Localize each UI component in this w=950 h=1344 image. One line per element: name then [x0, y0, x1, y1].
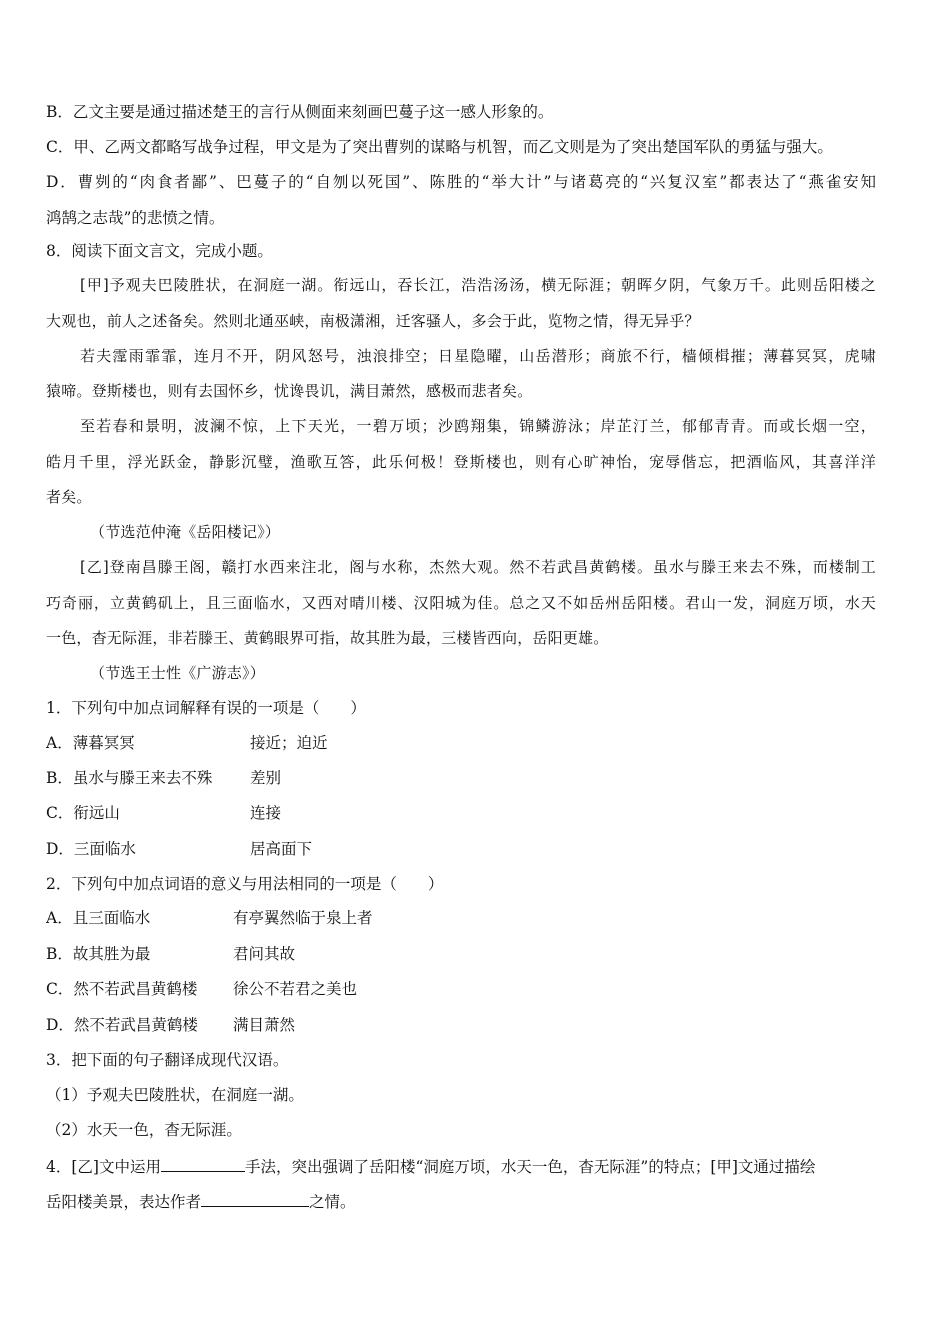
sub1-option-d: D．三面临水	[46, 840, 136, 858]
prev-option-c: C．甲、乙两文都略写战争过程，甲文是为了突出曹刿的谋略与机智，而乙文则是为了突出楚国军队的勇猛与强大。	[46, 138, 833, 156]
jia-p3-line1: 至若春和景明，波澜不惊，上下天光，一碧万顷；沙鸥翔集，锦鳞游泳；岸芷汀兰，郁郁青青。而或长烟一空，	[80, 417, 876, 435]
sub4-blank-emotion[interactable]	[201, 1190, 309, 1207]
q8-intro: 8．阅读下面文言文，完成小题。	[46, 242, 273, 260]
sub1-option-b: B．虽水与滕王来去不殊	[46, 769, 213, 787]
sub3-item2: （2）水天一色，杳无际涯。	[46, 1121, 242, 1139]
sub1-option-a: A．薄暮冥冥	[46, 734, 135, 752]
sub1-option-c-answer: 连接	[250, 804, 282, 822]
yi-line1: [乙]登南昌滕王阁，赣打水西来注北，阁与水称，杰然大观。然不若武昌黄鹤楼。虽水与滕王来去不殊，而楼制工	[80, 558, 876, 576]
prev-option-d-line1: D．曹刿的“肉食者鄙”、巴蔓子的“自刎以死国”、陈胜的“举大计”与诸葛亮的“兴复汉室”都表达了“燕雀安知	[46, 173, 876, 191]
sub2-option-d: D．然不若武昌黄鹤楼	[46, 1016, 198, 1034]
jia-p2-line2: 猿啼。登斯楼也，则有去国怀乡，忧谗畏讥，满目萧然，感极而悲者矣。	[46, 382, 533, 400]
sub1-option-d-answer: 居高面下	[250, 840, 313, 858]
sub4-line1-lead: 4．[乙]文中运用	[46, 1158, 161, 1176]
sub2-option-c-answer: 徐公不若君之美也	[233, 980, 358, 998]
sub4-line1	[46, 1155, 815, 1177]
sub2-option-a: A．且三面临水	[46, 909, 151, 927]
yi-line2: 巧奇丽，立黄鹤矶上，且三面临水，又西对晴川楼、汉阳城为佳。总之又不如岳州岳阳楼。君山一发，洞庭万顷，水天	[46, 594, 876, 612]
jia-p2-line1: 若夫霪雨霏霏，连月不开，阴风怒号，浊浪排空；日星隐曜，山岳潜形；商旅不行，樯倾楫摧；薄暮冥冥，虎啸	[80, 347, 876, 365]
prev-option-b: B．乙文主要是通过描述楚王的言行从侧面来刻画巴蔓子这一感人形象的。	[46, 103, 554, 121]
sub1-stem: 1．下列句中加点词解释有误的一项是（ ）	[46, 699, 366, 717]
sub1-option-b-answer: 差别	[250, 769, 282, 787]
sub4-line1-tail: 手法，突出强调了岳阳楼“洞庭万顷，水天一色，杳无际涯”的特点；[甲]文通过描绘	[244, 1158, 816, 1176]
jia-p3-line2: 皓月千里，浮光跃金，静影沉璧，渔歌互答，此乐何极！登斯楼也，则有心旷神怡，宠辱偕忘，把酒临风，其喜洋洋	[46, 453, 876, 471]
sub4-line2-lead: 岳阳楼美景，表达作者	[46, 1193, 202, 1211]
jia-p3-line3: 者矣。	[46, 488, 92, 506]
yi-source: （节选王士性《广游志》）	[90, 664, 265, 682]
prev-option-d-line2: 鸿鹄之志哉”的悲愤之情。	[46, 209, 225, 227]
sub2-option-d-answer: 满目萧然	[233, 1016, 296, 1034]
sub2-option-b-answer: 君问其故	[233, 945, 296, 963]
sub2-option-a-answer: 有亭翼然临于泉上者	[233, 909, 373, 927]
sub2-stem: 2．下列句中加点词语的意义与用法相同的一项是（ ）	[46, 875, 444, 893]
jia-p1-line1: [甲]予观夫巴陵胜状，在洞庭一湖。衔远山，吞长江，浩浩汤汤，横无际涯；朝晖夕阴，气象万千。此则岳阳楼之	[80, 276, 876, 294]
sub2-option-c: C．然不若武昌黄鹤楼	[46, 980, 198, 998]
sub4-line2	[46, 1190, 356, 1212]
jia-p1-line2: 大观也，前人之述备矣。然则北通巫峡，南极潇湘，迁客骚人，多会于此，览物之情，得无异乎？	[46, 312, 700, 330]
sub2-option-b: B．故其胜为最	[46, 945, 151, 963]
sub4-blank-technique[interactable]	[161, 1155, 245, 1172]
sub1-option-c: C．衔远山	[46, 804, 120, 822]
jia-source: （节选范仲淹《岳阳楼记》）	[90, 523, 281, 541]
sub3-stem: 3．把下面的句子翻译成现代汉语。	[46, 1051, 289, 1069]
yi-line3: 一色，杳无际涯，非若滕王、黄鹤眼界可指，故其胜为最，三楼皆西向，岳阳更雄。	[46, 629, 609, 647]
sub4-line2-tail: 之情。	[309, 1193, 356, 1211]
sub3-item1: （1）予观夫巴陵胜状，在洞庭一湖。	[46, 1086, 304, 1104]
sub1-option-a-answer: 接近；迫近	[250, 734, 328, 752]
